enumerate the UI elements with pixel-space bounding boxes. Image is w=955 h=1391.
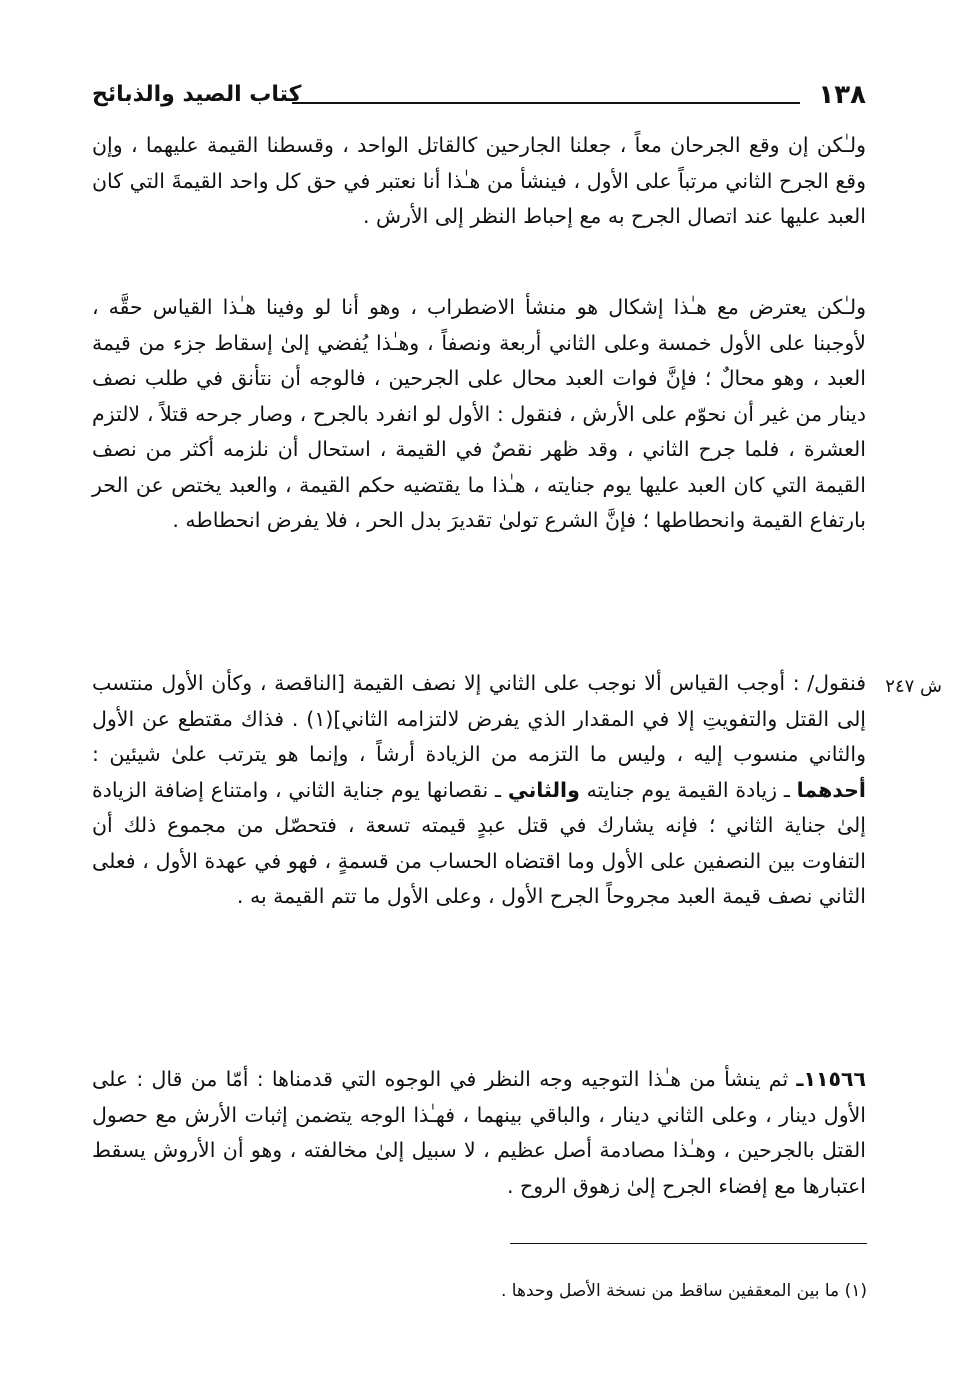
page-number: ١٣٨ — [818, 80, 866, 110]
running-header — [92, 78, 866, 118]
second-term: والثاني — [507, 777, 580, 802]
paragraph-text: فنقول/ : أوجب القياس ألا نوجب على الثاني إلا نصف القيمة [الناقصة ، وكأن الأول منتسب إلى القتل والتفويتِ إلا في المقدار الذي يفرض لالتزامه الثاني](١) . فذاك مقتطع عن الأول والثاني منسوب إليه ، وليس ما التزمه من الزيادة أرشاً ، وإنما هو يترتب علىٰ شيئين : — [92, 671, 867, 766]
margin-manuscript-ref: ش ٢٤٧ — [885, 676, 942, 697]
paragraph-text: ـ زيادة القيمة يوم جنايته — [586, 777, 790, 802]
paragraph-2 — [92, 290, 866, 539]
footnote-marker: (١) — [844, 1281, 867, 1301]
paragraph-3 — [92, 666, 866, 915]
first-term: أحدهما — [796, 777, 866, 802]
footnote-text: ما بين المعقفين ساقط من نسخة الأصل وحدها . — [501, 1281, 840, 1301]
footnote-rule — [510, 1243, 867, 1244]
book-title: كتاب الصيد والذبائح — [92, 82, 302, 107]
header-rule — [292, 102, 800, 104]
section-number: ١١٥٦٦ـ — [796, 1067, 866, 1091]
paragraph-text: ولـٰكن يعترض مع هـٰذا إشكال هو منشأ الاضطراب ، وهو أنا لو وفينا هـٰذا القياس حقَّه ، لأوجبنا على الأول خمسة وعلى الثاني أربعة ونصفاً ، وهـٰذا يُفضي إلىٰ إسقاط جزء من قيمة العبد ، وهو محالٌ ؛ فإنَّ فوات العبد محال على الجرحين ، فالوجه أن نتأنق في طلب نصف دينار من غير أن نحوّم على الأرش ، فنقول : الأول لو انفرد بالجرح ، وصار جرحه قتلاً ، لالتزم العشرة ، فلما جرح الثاني ، وقد ظهر نقصٌ في القيمة ، استحال أن نلزمه أكثر من نصف القيمة التي كان العبد عليها يوم جنايته ، هـٰذا ما يقتضيه حكم القيمة ، والعبد يختص عن الحر بارتفاع القيمة وانحطاطها ؛ فإنَّ الشرع تولىٰ تقديرَ بدل الحر ، فلا يفرض انحطاطه . — [92, 295, 866, 532]
paragraph-text: ولـٰكن إن وقع الجرحان معاً ، جعلنا الجارحين كالقاتل الواحد ، وقسطنا القيمة عليهما ، وإن وقع الجرح الثاني مرتباً على الأول ، فينشأ من هـٰذا أنا نعتبر في حق كل واحد القيمةَ التي كان العبد عليها عند اتصال الجرح به مع إحباط النظر إلى الأرش . — [92, 133, 866, 228]
paragraph-4 — [92, 1062, 866, 1204]
paragraph-text: ثم ينشأ من هـٰذا التوجيه وجه النظر في الوجوه التي قدمناها : أمّا من قال : على الأول دينار ، وعلى الثاني دينار ، والباقي بينهما ، فهـٰذا الوجه يتضمن إثبات الأرش مع حصول القتل بالجرحين ، وهـٰذا مصادمة أصل عظيم ، لا سبيل إلىٰ مخالفته ، وهو أن الأروش يسقط اعتبارها مع إفضاء الجرح إلىٰ زهوق الروح . — [92, 1067, 866, 1198]
paragraph-text: ـ نقصانها يوم جناية الثاني ، وامتناع إضافة الزيادة إلىٰ جناية الثاني ؛ فإنه يشارك في قتل عبدٍ قيمته تسعة ، فتحصّل من مجموع ذلك أن التفاوت بين النصفين على الأول وما اقتضاه الحساب من قسمةٍ ، فهو في عهدة الأول ، فعلى الثاني نصف قيمة العبد مجروحاً الجرح الأول ، وعلى الأول ما تتم القيمة به . — [92, 777, 866, 908]
footnote — [300, 1278, 867, 1304]
paragraph-1 — [92, 128, 866, 235]
